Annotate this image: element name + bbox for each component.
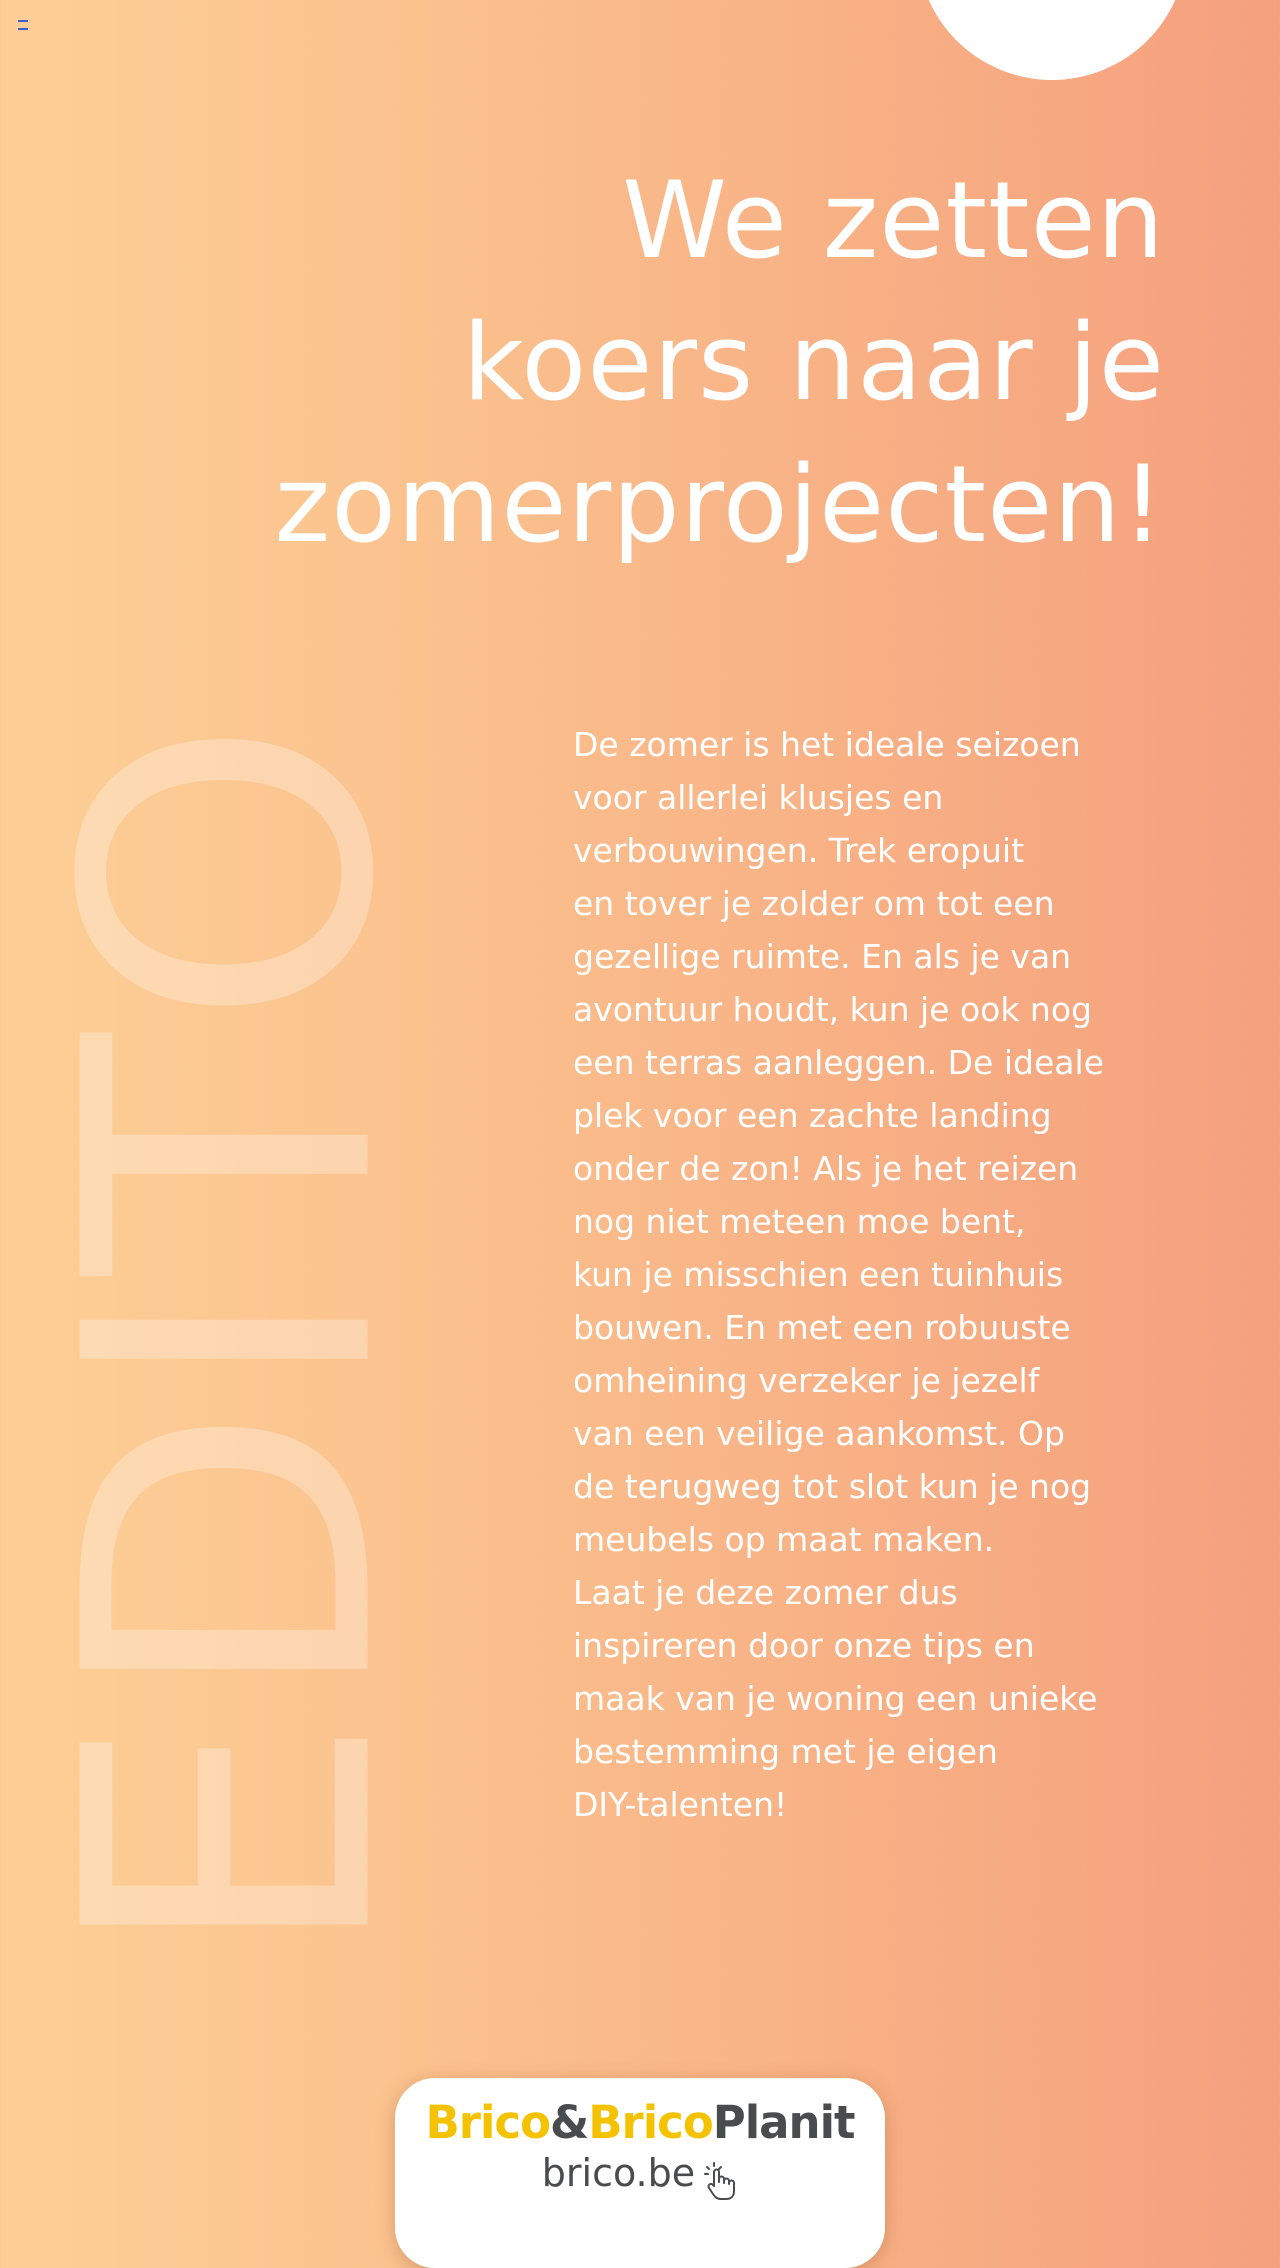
logo-ampersand: & [550,2096,589,2149]
body-line: bouwen. En met een robuuste [573,1308,1071,1347]
body-line: bestemming met je eigen [573,1732,998,1771]
brico-logo [395,2096,885,2149]
body-line: voor allerlei klusjes en [573,778,944,817]
body-line: verbouwingen. Trek eropuit [573,831,1025,870]
body-line: de terugweg tot slot kun je nog [573,1467,1092,1506]
body-line: een terras aanleggen. De ideale [573,1043,1104,1082]
headline-line: zomerprojecten! [274,443,1165,566]
edito-watermark: EDITO [1,710,462,1964]
decorative-circle [917,0,1187,80]
body-line: en tover je zolder om tot een [573,884,1055,923]
headline-line: koers naar je [462,301,1165,424]
brand-link-card[interactable] [395,2078,885,2268]
body-line: van een veilige aankomst. Op [573,1414,1065,1453]
menu-icon[interactable] [18,20,28,30]
page-headline [165,150,1165,576]
logo-brico-1: Brico [425,2096,550,2149]
body-line: De zomer is het ideale seizoen [573,725,1081,764]
body-line: kun je misschien een tuinhuis [573,1255,1064,1294]
body-line: DIY-talenten! [573,1785,788,1824]
body-line: Laat je deze zomer dus [573,1573,958,1612]
body-line: onder de zon! Als je het reizen [573,1149,1079,1188]
body-line: plek voor een zachte landing [573,1096,1052,1135]
pointer-hand-icon [704,2160,738,2204]
body-line: omheining verzeker je jezelf [573,1361,1040,1400]
body-line: avontuur houdt, kun je ook nog [573,990,1092,1029]
body-line: inspireren door onze tips en [573,1626,1035,1665]
body-line: meubels op maat maken. [573,1520,995,1559]
body-line: gezellige ruimte. En als je van [573,937,1072,976]
logo-brico-2: Brico [588,2096,713,2149]
logo-planit: Planit [712,2096,855,2149]
body-line: nog niet meteen moe bent, [573,1202,1026,1241]
edito-body-text [573,718,1193,1831]
brand-url-row [395,2151,885,2204]
brand-url[interactable]: brico.be [541,2151,696,2195]
body-line: maak van je woning een unieke [573,1679,1098,1718]
headline-line: We zetten [622,159,1165,282]
